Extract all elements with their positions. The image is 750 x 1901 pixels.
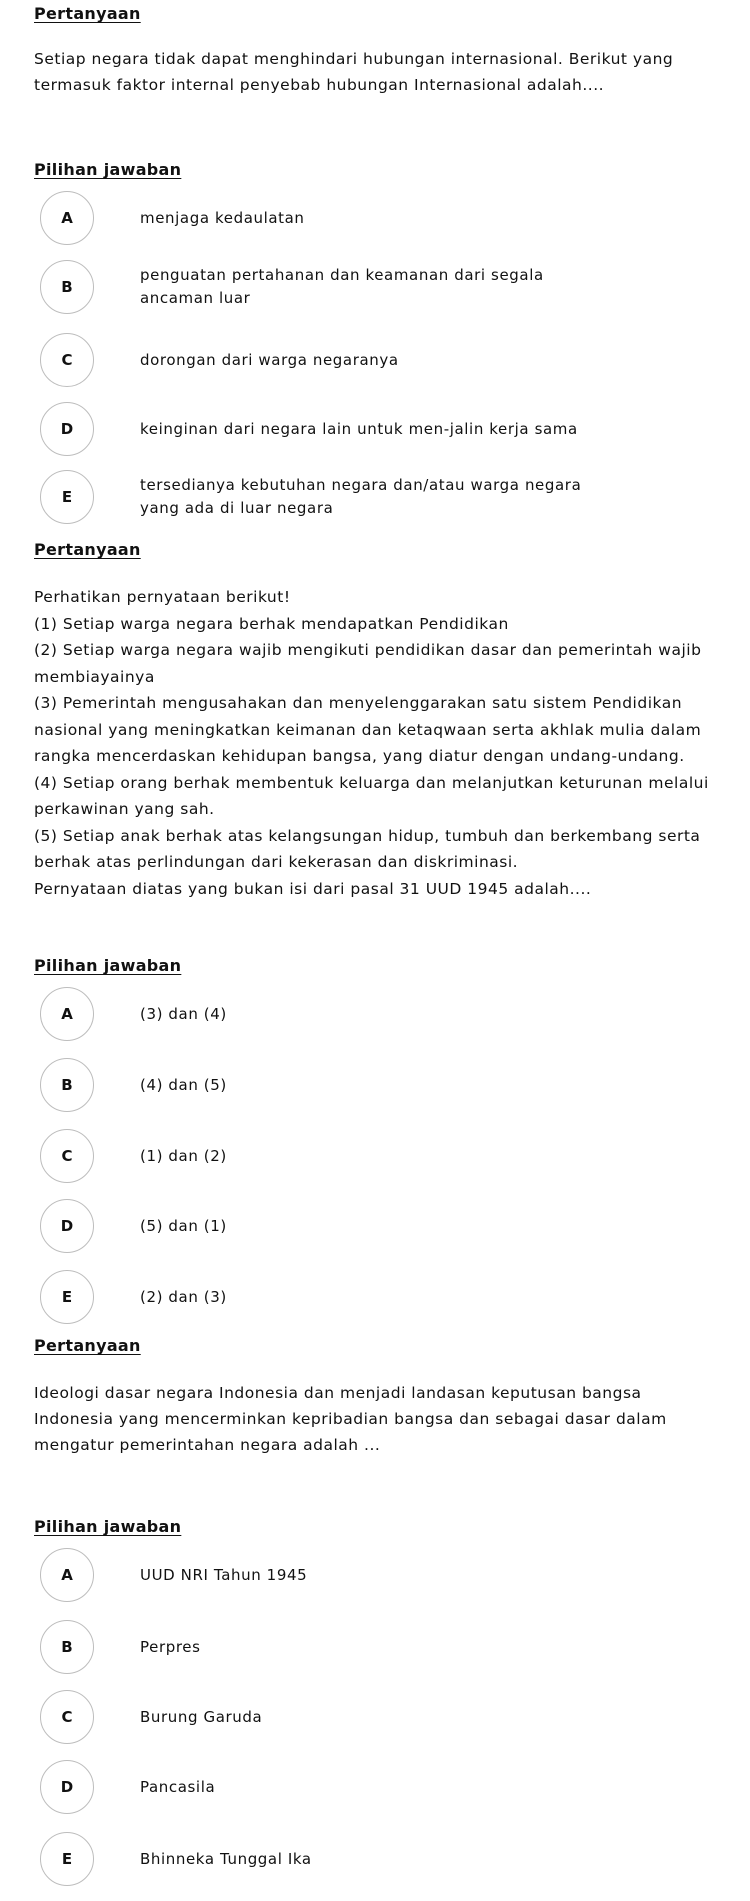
statement-4: (4) Setiap orang berhak membentuk keluarga dan melanjutkan keturunan melalui perkawinan yang sah. — [34, 773, 709, 818]
option-text[interactable]: Burung Garuda — [140, 1707, 263, 1726]
statement-5: (5) Setiap anak berhak atas kelangsungan hidup, tumbuh dan berkembang serta berhak atas perlindungan dari kekerasan dan diskriminasi. — [34, 826, 701, 871]
option-text[interactable]: Pancasila — [140, 1777, 216, 1796]
option-text[interactable]: (1) dan (2) — [140, 1146, 227, 1165]
question-3-option-e[interactable] — [40, 1832, 730, 1888]
question-1-option-b[interactable] — [40, 260, 730, 316]
option-letter-circle[interactable]: D — [40, 402, 94, 456]
option-text[interactable]: UUD NRI Tahun 1945 — [140, 1565, 308, 1584]
question-2-option-a[interactable] — [40, 987, 730, 1043]
question-2-text — [34, 584, 724, 902]
option-letter-circle[interactable]: A — [40, 1548, 94, 1602]
question-3-option-a[interactable] — [40, 1548, 730, 1604]
option-letter-circle[interactable]: B — [40, 1620, 94, 1674]
question-1-choices-heading: Pilihan jawaban — [34, 160, 182, 179]
option-text[interactable]: dorongan dari warga negaranya — [140, 350, 399, 369]
statement-3: (3) Pemerintah mengusahakan dan menyelenggarakan satu sistem Pendidikan nasional yang meningkatkan keimanan dan ketaqwaan serta akhlak mulia dalam rangka mencerdaskan kehidupan bangsa, yang diatur dengan undang-undang. — [34, 694, 702, 765]
option-letter-circle[interactable]: A — [40, 987, 94, 1041]
option-text[interactable]: (5) dan (1) — [140, 1216, 227, 1235]
option-letter-circle[interactable]: B — [40, 1058, 94, 1112]
question-1-heading: Pertanyaan — [34, 4, 141, 23]
question-1-option-e[interactable] — [40, 470, 730, 526]
question-3-option-d[interactable] — [40, 1760, 730, 1816]
option-text[interactable]: menjaga kedaulatan — [140, 208, 305, 227]
option-text[interactable]: Perpres — [140, 1637, 201, 1656]
question-2-prompt: Pernyataan diatas yang bukan isi dari pasal 31 UUD 1945 adalah.... — [34, 879, 592, 898]
option-letter-circle[interactable]: E — [40, 1270, 94, 1324]
question-1-text: Setiap negara tidak dapat menghindari hubungan internasional. Berikut yang termasuk faktor internal penyebab hubungan Internasional adalah.... — [34, 50, 674, 94]
question-3-text: Ideologi dasar negara Indonesia dan menjadi landasan keputusan bangsa Indonesia yang mencerminkan kepribadian bangsa dan sebagai dasar dalam mengatur pemerintahan negara adalah ... — [34, 1384, 667, 1454]
question-2-option-e[interactable] — [40, 1270, 730, 1326]
question-2-heading: Pertanyaan — [34, 540, 141, 559]
question-1-option-c[interactable] — [40, 333, 730, 389]
question-3-heading: Pertanyaan — [34, 1336, 141, 1355]
option-letter-circle[interactable]: C — [40, 1129, 94, 1183]
question-3-option-c[interactable] — [40, 1690, 730, 1746]
option-letter-circle[interactable]: E — [40, 470, 94, 524]
option-letter-circle[interactable]: C — [40, 1690, 94, 1744]
option-letter-circle[interactable]: D — [40, 1760, 94, 1814]
option-text[interactable]: (3) dan (4) — [140, 1004, 227, 1023]
question-3-choices-heading: Pilihan jawaban — [34, 1517, 182, 1536]
option-text[interactable]: (4) dan (5) — [140, 1075, 227, 1094]
option-letter-circle[interactable]: A — [40, 191, 94, 245]
question-2-option-c[interactable] — [40, 1129, 730, 1185]
option-letter-circle[interactable]: D — [40, 1199, 94, 1253]
question-2-intro: Perhatikan pernyataan berikut! — [34, 588, 291, 606]
statement-2: (2) Setiap warga negara wajib mengikuti pendidikan dasar dan pemerintah wajib membiayainya — [34, 641, 702, 686]
statement-1: (1) Setiap warga negara berhak mendapatkan Pendidikan — [34, 614, 509, 633]
option-text[interactable]: keinginan dari negara lain untuk men-jalin kerja sama — [140, 419, 578, 438]
question-3-option-b[interactable] — [40, 1620, 730, 1676]
option-text[interactable]: tersedianya kebutuhan negara dan/atau warga negara yang ada di luar negara — [140, 476, 582, 517]
question-2-option-b[interactable] — [40, 1058, 730, 1114]
option-text[interactable]: penguatan pertahanan dan keamanan dari segala ancaman luar — [140, 266, 544, 307]
question-1-option-d[interactable] — [40, 402, 730, 458]
option-letter-circle[interactable]: B — [40, 260, 94, 314]
option-letter-circle[interactable]: C — [40, 333, 94, 387]
option-text[interactable]: (2) dan (3) — [140, 1287, 227, 1306]
option-text[interactable]: Bhinneka Tunggal Ika — [140, 1849, 312, 1868]
question-1-option-a[interactable] — [40, 191, 730, 247]
question-2-option-d[interactable] — [40, 1199, 730, 1255]
option-letter-circle[interactable]: E — [40, 1832, 94, 1886]
question-2-choices-heading: Pilihan jawaban — [34, 956, 182, 975]
